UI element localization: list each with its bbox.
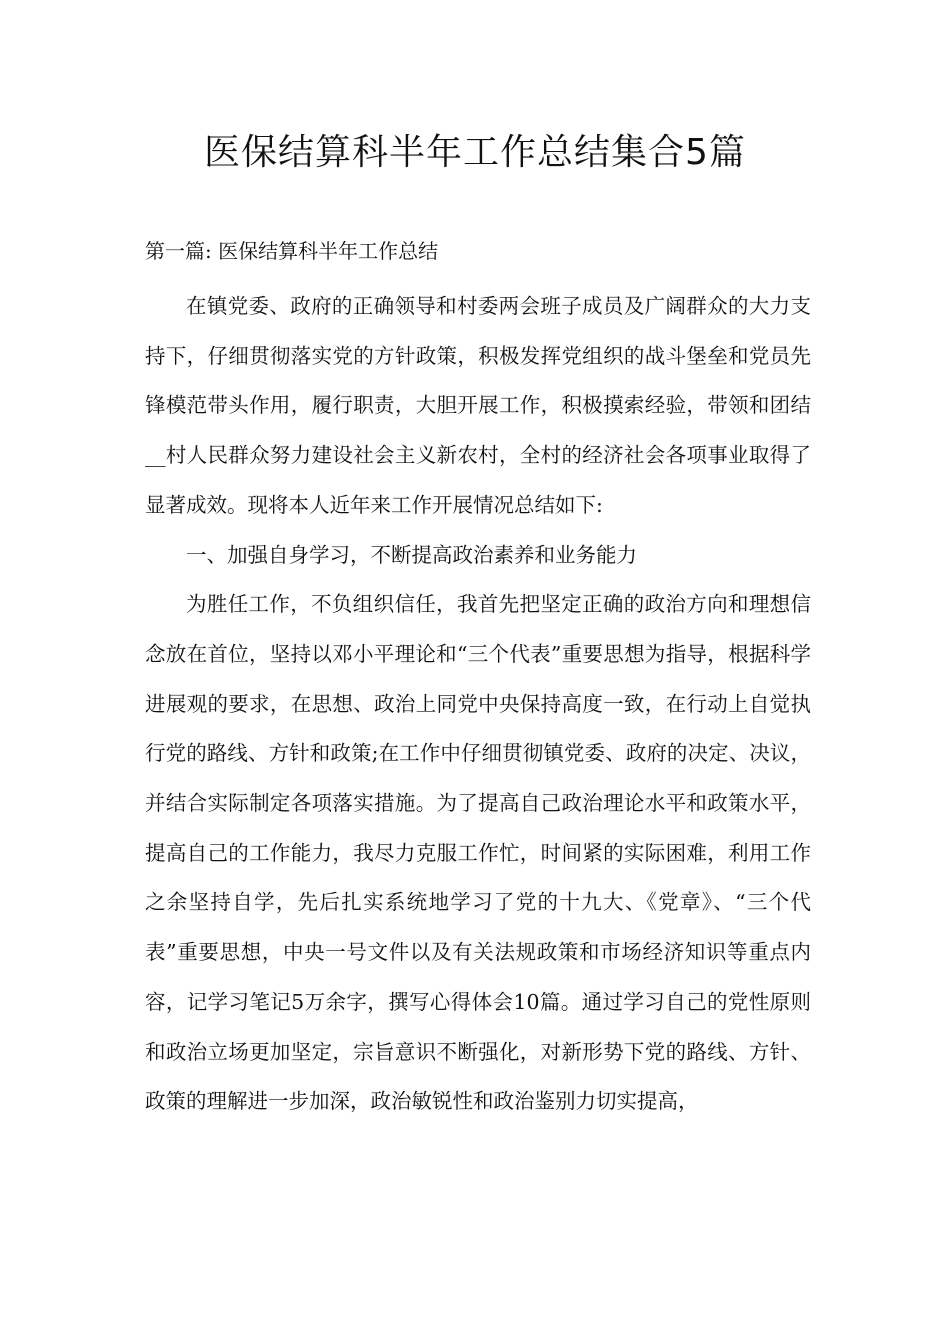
document-body	[145, 282, 811, 1127]
paragraph-study: 为胜任工作，不负组织信任，我首先把坚定正确的政治方向和理想信念放在首位，坚持以邓小平理论和“三个代表”重要思想为指导，根据科学进展观的要求，在思想、政治上同党中央保持高度一致，在行动上自觉执行党的路线、方针和政策;在工作中仔细贯彻镇党委、政府的决定、决议，并结合实际制定各项落实措施。为了提高自己政治理论水平和政策水平，提高自己的工作能力，我尽力克服工作忙，时间紧的实际困难，利用工作之余坚持自学，先后扎实系统地学习了党的十九大、《党章》、“三个代表”重要思想，中央一号文件以及有关法规政策和市场经济知识等重点内容，记学习笔记5万余字，撰写心得体会10篇。通过学习自己的党性原则和政治立场更加坚定，宗旨意识不断强化，对新形势下党的路线、方针、政策的理解进一步加深，政治敏锐性和政治鉴别力切实提高，	[145, 592, 811, 1114]
document-title: 医保结算科半年工作总结集合5篇	[204, 132, 746, 173]
paragraph-subheading: 一、加强自身学习，不断提高政治素养和业务能力	[186, 542, 637, 567]
paragraph-intro: 在镇党委、政府的正确领导和村委两会班子成员及广阔群众的大力支持下，仔细贯彻落实党的方针政策，积极发挥党组织的战斗堡垒和党员先锋模范带头作用，履行职责，大胆开展工作，积极摸索经验，带领和团结__村人民群众努力建设社会主义新农村，全村的经济社会各项事业取得了显著成效。现将本人近年来工作开展情况总结如下:	[145, 294, 811, 517]
section-heading: 第一篇: 医保结算科半年工作总结	[145, 239, 439, 263]
